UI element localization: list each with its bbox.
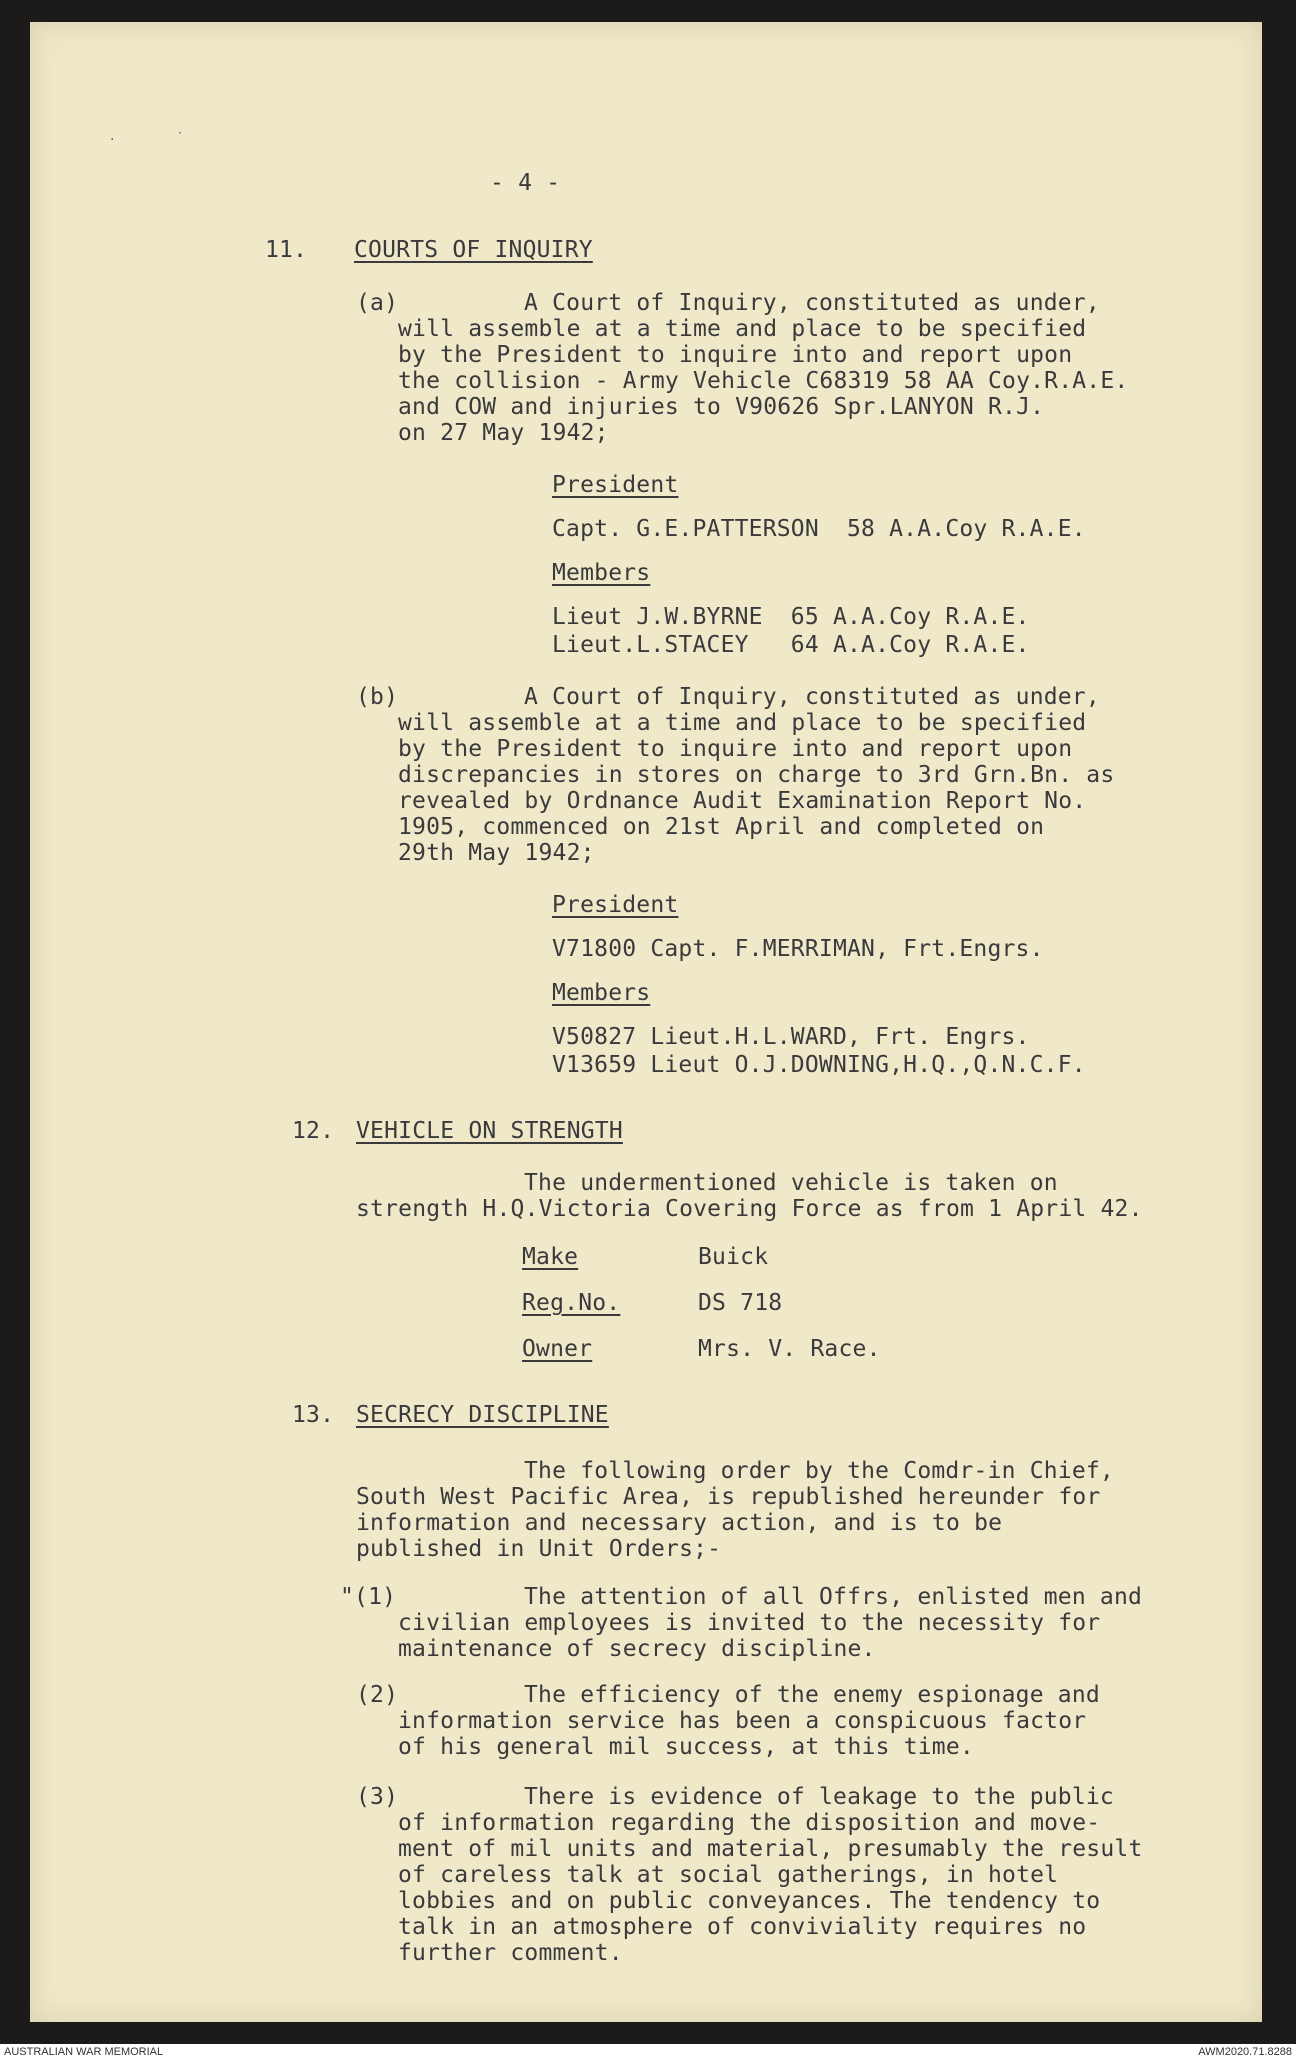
footer-institution: AUSTRALIAN WAR MEMORIAL (4, 2046, 164, 2058)
vehicle-field-value: Mrs. V. Race. (698, 1336, 881, 1362)
item-11a-label: (a) (356, 290, 399, 316)
item-13-3-line: of careless talk at social gatherings, in hotel (398, 1862, 1059, 1888)
president-label: President (552, 472, 679, 498)
item-13-2-label: (2) (356, 1682, 399, 1708)
item-13-3-line: There is evidence of leakage to the public (524, 1784, 1114, 1810)
section-13-line: The following order by the Comdr-in Chief, (524, 1458, 1114, 1484)
item-13-3-line: further comment. (398, 1940, 623, 1966)
section-11-heading: COURTS OF INQUIRY (354, 237, 593, 263)
item-13-3-line: of information regarding the disposition and move- (398, 1810, 1101, 1836)
section-13-line: published in Unit Orders;- (356, 1536, 722, 1562)
section-12-heading: VEHICLE ON STRENGTH (356, 1118, 623, 1144)
vehicle-field-label: Make (522, 1244, 579, 1270)
section-12-line: strength H.Q.Victoria Covering Force as from 1 April 42. (356, 1196, 1143, 1222)
item-13-3-line: talk in an atmosphere of conviviality requires no (398, 1914, 1087, 1940)
vehicle-field-label: Reg.No. (522, 1290, 621, 1316)
member-name: Lieut J.W.BYRNE 65 A.A.Coy R.A.E. (552, 604, 1030, 630)
item-13-3-line: lobbies and on public conveyances. The tendency to (398, 1888, 1101, 1914)
section-12-number: 12. (292, 1118, 335, 1144)
item-13-1-label: "(1) (340, 1584, 397, 1610)
member-name: V13659 Lieut O.J.DOWNING,H.Q.,Q.N.C.F. (552, 1052, 1086, 1078)
punch-mark: · (178, 126, 182, 140)
item-13-3-line: ment of mil units and material, presumably the result (398, 1836, 1143, 1862)
president-name: V71800 Capt. F.MERRIMAN, Frt.Engrs. (552, 936, 1044, 962)
item-11b-line: by the President to inquire into and report upon (398, 736, 1073, 762)
vehicle-field-value: DS 718 (698, 1290, 783, 1316)
member-name: V50827 Lieut.H.L.WARD, Frt. Engrs. (552, 1024, 1030, 1050)
punch-mark: · (110, 132, 115, 148)
page-number: - 4 - (490, 170, 561, 196)
item-11a-line: will assemble at a time and place to be specified (398, 316, 1087, 342)
vehicle-field-value: Buick (698, 1244, 769, 1270)
item-11b-line: revealed by Ordnance Audit Examination Report No. (398, 788, 1087, 814)
item-11a-line: and COW and injuries to V90626 Spr.LANYON R.J. (398, 394, 1045, 420)
item-13-3-label: (3) (356, 1784, 399, 1810)
item-11b-line: discrepancies in stores on charge to 3rd Grn.Bn. as (398, 762, 1115, 788)
item-11b-label: (b) (356, 684, 399, 710)
item-13-2-line: information service has been a conspicuous factor (398, 1708, 1087, 1734)
president-label: President (552, 892, 679, 918)
section-11-number: 11. (265, 237, 308, 263)
document-page (30, 22, 1262, 2022)
item-11a-line: on 27 May 1942; (398, 420, 609, 446)
item-13-1-line: maintenance of secrecy discipline. (398, 1636, 876, 1662)
item-11b-line: 29th May 1942; (398, 840, 595, 866)
members-label: Members (552, 980, 651, 1006)
item-11a-line: the collision - Army Vehicle C68319 58 AA Coy.R.A.E. (398, 368, 1129, 394)
vehicle-field-label: Owner (522, 1336, 593, 1362)
section-13-line: South West Pacific Area, is republished hereunder for (356, 1484, 1101, 1510)
item-13-2-line: of his general mil success, at this time. (398, 1734, 974, 1760)
president-name: Capt. G.E.PATTERSON 58 A.A.Coy R.A.E. (552, 516, 1086, 542)
item-13-1-line: The attention of all Offrs, enlisted men and (524, 1584, 1143, 1610)
section-12-line: The undermentioned vehicle is taken on (524, 1170, 1058, 1196)
section-13-heading: SECRECY DISCIPLINE (356, 1402, 609, 1428)
item-13-1-line: civilian employees is invited to the necessity for (398, 1610, 1101, 1636)
item-11b-line: will assemble at a time and place to be specified (398, 710, 1087, 736)
section-13-number: 13. (292, 1402, 335, 1428)
members-label: Members (552, 560, 651, 586)
item-13-2-line: The efficiency of the enemy espionage and (524, 1682, 1100, 1708)
section-13-line: information and necessary action, and is to be (356, 1510, 1003, 1536)
member-name: Lieut.L.STACEY 64 A.A.Coy R.A.E. (552, 632, 1030, 658)
footer-reference: AWM2020.71.8288 (1198, 2046, 1292, 2058)
item-11a-line: by the President to inquire into and report upon (398, 342, 1073, 368)
archive-footer (0, 2044, 1296, 2061)
item-11b-line: 1905, commenced on 21st April and completed on (398, 814, 1045, 840)
item-11a-line: A Court of Inquiry, constituted as under, (524, 290, 1100, 316)
item-11b-line: A Court of Inquiry, constituted as under, (524, 684, 1100, 710)
